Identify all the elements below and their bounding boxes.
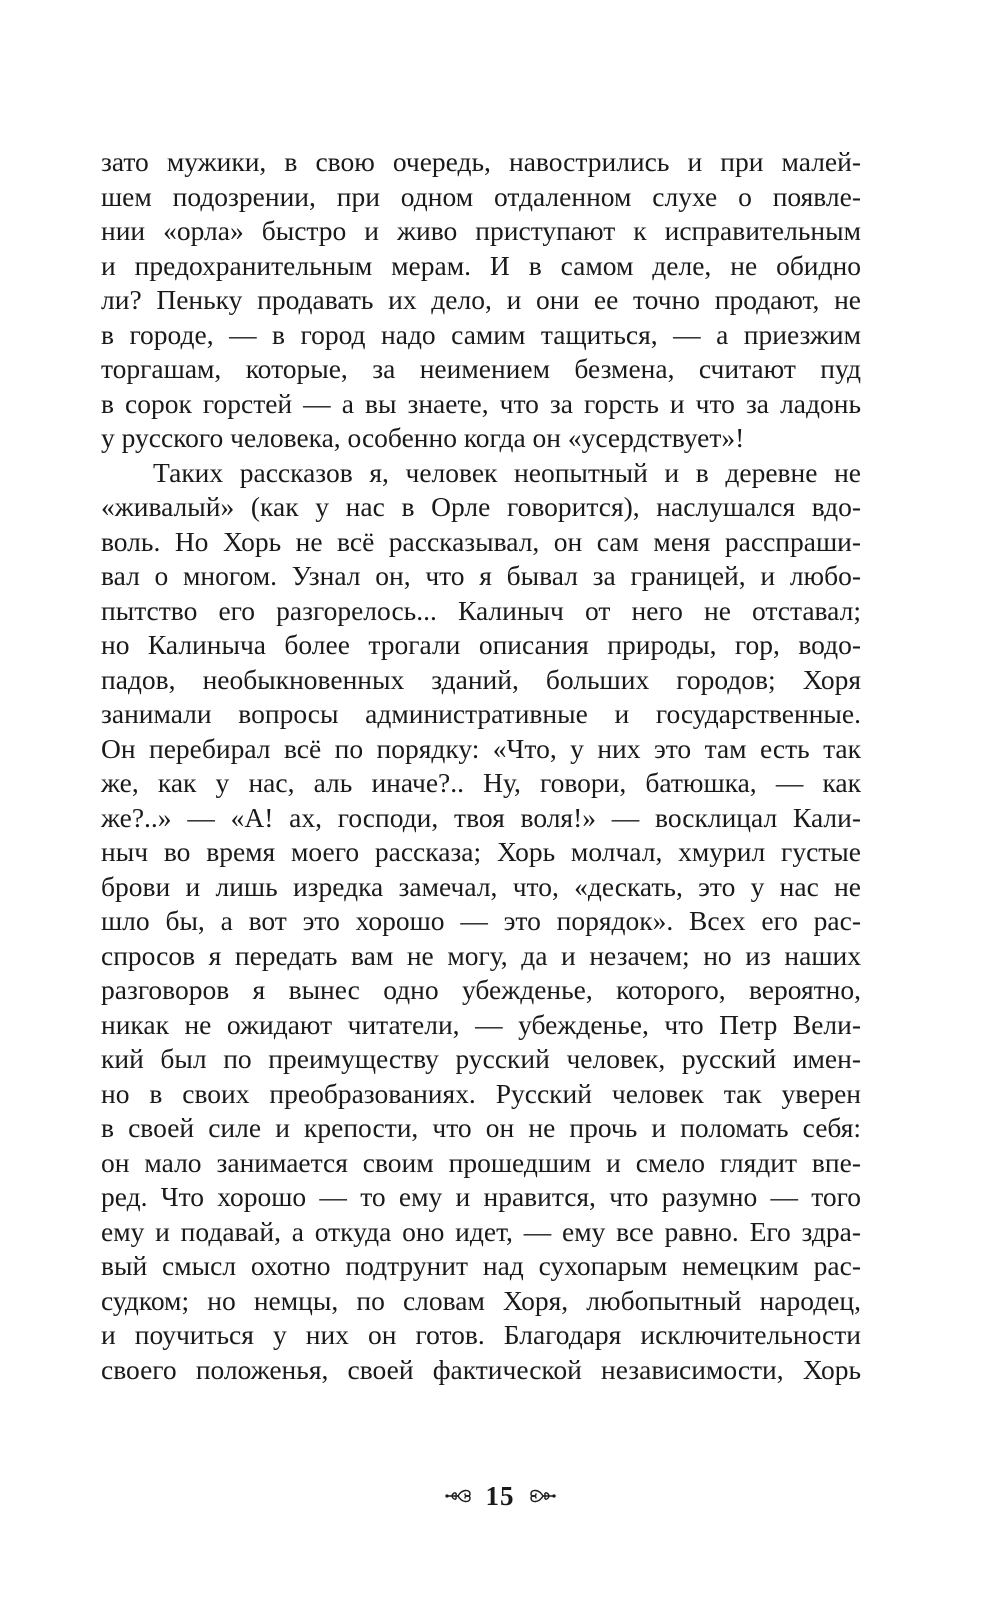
text-line: вал о многом. Узнал он, что я бывал за границей, и любо- xyxy=(101,560,861,591)
text-line: никак не ожидают читатели, — убежденье, что Петр Вели- xyxy=(101,1008,861,1040)
text-line: «живалый» (как у нас в Орле говорится), наслушался вдо- xyxy=(101,491,861,522)
page-footer xyxy=(0,1476,1000,1516)
text-line: разговоров я вынес одно убежденье, которого, вероятно, xyxy=(101,974,861,1005)
text-line: он мало занимается своим прошедшим и смело глядит впе- xyxy=(101,1146,861,1178)
text-line: воль. Но Хорь не всё рассказывал, он сам меня расспраши- xyxy=(101,525,861,557)
text-line: падов, необыкновенных зданий, больших городов; Хоря xyxy=(101,663,861,695)
text-line: же, как у нас, аль иначе?.. Ну, говори, батюшка, — как xyxy=(101,767,861,798)
text-line: и предохранительным мерам. И в самом деле, не обидно xyxy=(101,249,861,281)
text-line: кий был по преимуществу русский человек, русский имен- xyxy=(101,1043,861,1074)
text-line: вый смысл охотно подтрунит над сухопарым немецким рас- xyxy=(101,1250,861,1281)
text-line: ред. Что хорошо — то ему и нравится, что разумно — того xyxy=(101,1181,861,1212)
paragraph-start-line: Таких рассказов я, человек неопытный и в деревне не xyxy=(153,456,861,488)
text-line: своего положенья, своей фактической независимости, Хорь xyxy=(101,1353,861,1385)
text-line: пытство его разгорелось... Калиныч от него не отставал; xyxy=(101,594,861,626)
text-line: нии «орла» быстро и живо приступают к исправительным xyxy=(101,215,861,246)
text-line: у русского человека, особенно когда он «усердствует»! xyxy=(101,422,745,453)
text-line: в городе, — в город надо самим тащиться, — а приезжим xyxy=(101,318,861,350)
floral-ornament-icon xyxy=(444,1485,474,1507)
text-line: но в своих преобразованиях. Русский человек так уверен xyxy=(101,1077,861,1109)
text-line: ныч во время моего рассказа; Хорь молчал, хмурил густые xyxy=(101,836,861,867)
text-line: ему и подавай, а откуда оно идет, — ему все равно. Его здра- xyxy=(101,1215,861,1247)
text-line: но Калиныча более трогали описания природы, гор, водо- xyxy=(101,629,861,660)
text-line: зато мужики, в свою очередь, навострились и при малей- xyxy=(101,146,861,177)
page-number: 15 xyxy=(485,1480,515,1511)
text-line: же?..» — «А! ах, господи, твоя воля!» — восклицал Кали- xyxy=(101,801,861,833)
text-line: в своей силе и крепости, что он не прочь и поломать себя: xyxy=(101,1112,861,1143)
text-line: шем подозрении, при одном отдаленном слухе о появле- xyxy=(101,180,861,212)
text-line: судком; но немцы, по словам Хоря, любопытный народец, xyxy=(101,1284,861,1316)
text-line: Он перебирал всё по порядку: «Что, у них это там есть так xyxy=(101,732,861,764)
floral-ornament-icon xyxy=(527,1485,557,1507)
text-line: торгашам, которые, за неимением безмена, считают пуд xyxy=(101,353,861,384)
text-line: спросов я передать вам не могу, да и незачем; но из наших xyxy=(101,939,861,971)
text-line: и поучиться у них он готов. Благодаря исключительности xyxy=(101,1319,861,1350)
body-text xyxy=(101,145,861,1387)
text-line: занимали вопросы административные и государственные. xyxy=(101,698,861,729)
text-line: шло бы, а вот это хорошо — это порядок». Всех его рас- xyxy=(101,905,861,936)
text-line: в сорок горстей — а вы знаете, что за горсть и что за ладонь xyxy=(101,387,861,419)
text-line: брови и лишь изредка замечал, что, «дескать, это у нас не xyxy=(101,870,861,902)
text-line: ли? Пеньку продавать их дело, и они ее точно продают, не xyxy=(101,284,861,315)
